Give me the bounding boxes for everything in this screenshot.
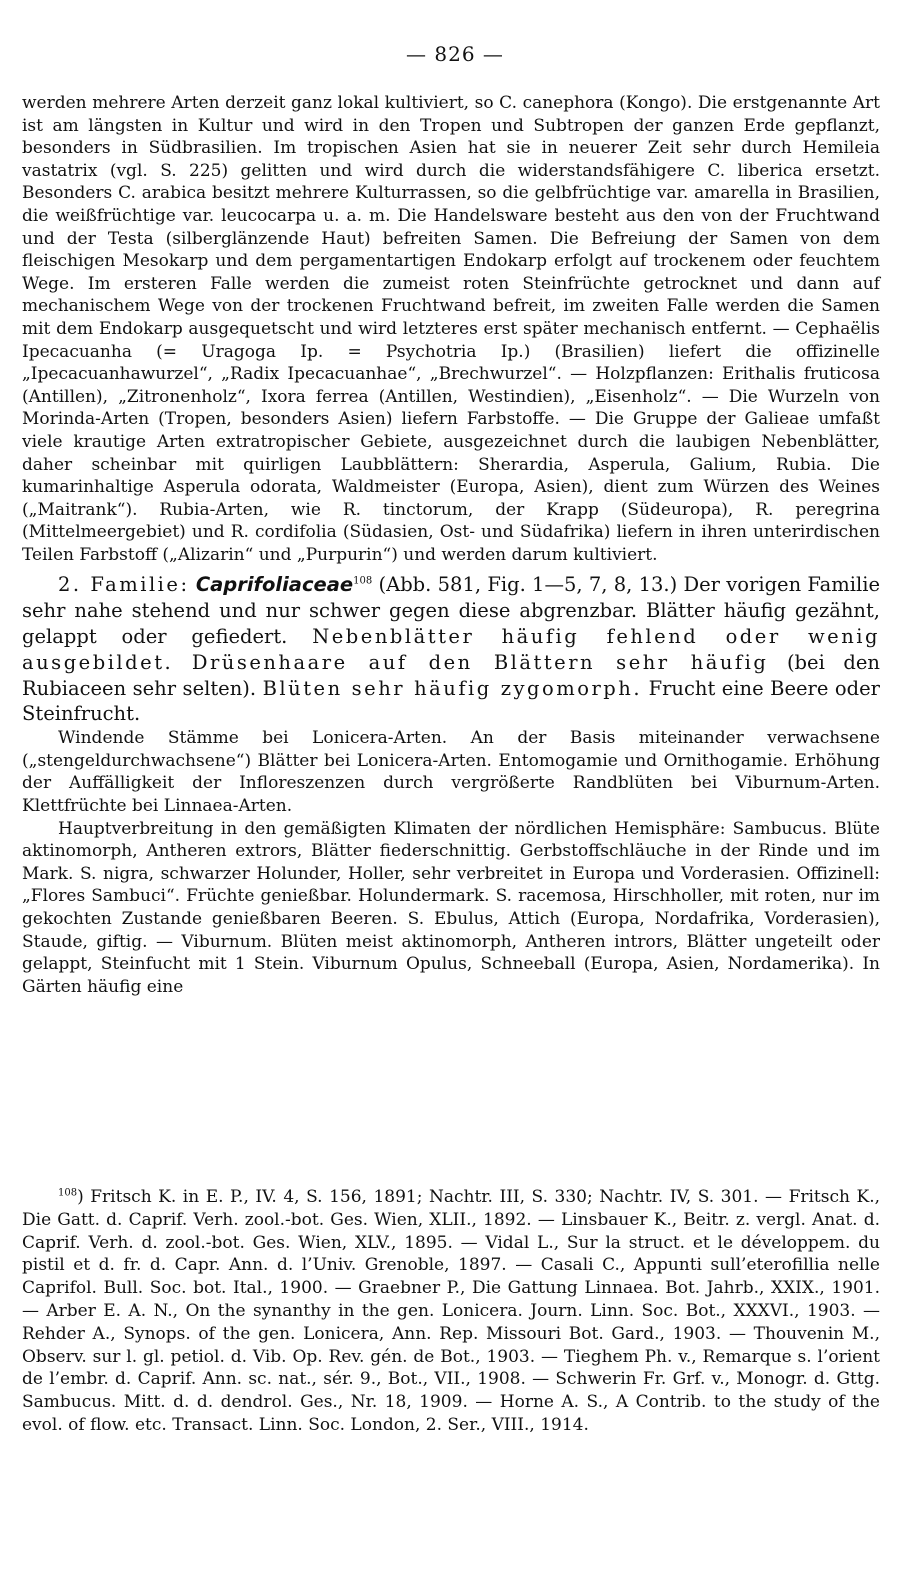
family-description (22, 572, 880, 727)
footnote-text (22, 1186, 880, 1437)
paragraph-coffee-rubiaceae: werden mehrere Arten derzeit ganz lokal kultiviert, so C. canephora (Kongo). Die erstgenannte Art ist am längsten in Kultur und wird in den Tropen und Subtropen der ganzen Erde gepflanzt, besonders in Südbrasilien. Im tropischen Asien hat sie in neuerer Zeit sehr durch Hemileia vastatrix (vgl. S. 225) gelitten und wird durch die widerstandsfähigere C. liberica ersetzt. Besonders C. arabica besitzt mehrere Kulturrassen, so die gelbfrüchtige var. amarella in Brasilien, die weißfrüchtige var. leucocarpa u. a. m. Die Handelsware besteht aus den von der Fruchtwand und der Testa (silberglänzende Haut) befreiten Samen. Die Befreiung der Samen von dem fleischigen Mesokarp und dem pergamentartigen Endokarp erfolgt auf trockenem oder feuchtem Wege. Im ersteren Falle werden die zumeist roten Steinfrüchte getrocknet und dann auf mechanischem Wege von der trockenen Fruchtwand befreit, im zweiten Falle werden die Samen mit dem Endokarp ausgequetscht und wird letzteres erst später mechanisch entfernt. — Cephaëlis Ipecacuanha (= Uragoga Ip. = Psychotria Ip.) (Brasilien) liefert die offizinelle „Ipecacuanhawurzel“, „Radix Ipecacuanhae“, „Brechwurzel“. — Holzpflanzen: Erithalis fruticosa (Antillen), „Zitronenholz“, Ixora ferrea (Antillen, Westindien), „Eisenholz“. — Die Wurzeln von Morinda-Arten (Tropen, besonders Asien) liefern Farbstoffe. — Die Gruppe der Galieae umfaßt viele krautige Arten extratropischer Gebiete, ausgezeichnet durch die laubigen Nebenblätter, daher scheinbar mit quirligen Laubblättern: Sherardia, Asperula, Galium, Rubia. Die kumarinhaltige Asperula odorata, Waldmeister (Europa, Asien), dient zum Würzen des Weines („Maitrank“). Rubia-Arten, wie R. tinctorum, der Krapp (Südeuropa), R. peregrina (Mittelmeergebiet) und R. cordifolia (Südasien, Ost- und Südafrika) liefern in ihren unterirdischen Teilen Farbstoff („Alizarin“ und „Purpurin“) und werden darum kultiviert. (22, 93, 880, 565)
family-text-a: (Abb. 581, Fig. 1—5, 7, 8, 13.) Der vorigen Familie sehr nahe stehend und nur schwer gegen diese abgrenzbar. Blätter häufig gezähnt, gelappt oder gefiedert. (22, 573, 881, 649)
family-text-stipules: Nebenblätter häufig fehlend oder wenig ausgebildet. (22, 625, 880, 674)
family-text-glands: Drüsenhaare auf den Blättern sehr häufig (191, 650, 769, 674)
footnote-108 (22, 1186, 880, 1437)
family-name: Caprifoliaceae (195, 573, 354, 597)
page-number: — 826 — (406, 42, 504, 66)
family-number-label: 2. Familie: (58, 573, 190, 597)
footnote-body: ) Fritsch K. in E. P., IV. 4, S. 156, 1891; Nachtr. III, S. 330; Nachtr. IV, S. 301. — Fritsch K., Die Gatt. d. Caprif. Verh. zool.-bot. Ges. Wien, XLII., 1892. — Linsbauer K., Beitr. z. vergl. Anat. d. Caprif. Verh. d. zool.-bot. Ges. Wien, XLV., 1895. — Vidal L., Sur la struct. et le développem. du pistil et d. fr. d. Capr. Ann. d. l’Univ. Grenoble, 1897. — Casali C., Appunti sull’eterofillia nelle Caprifol. Bull. Soc. bot. Ital., 1900. — Graebner P., Die Gattung Linnaea. Bot. Jahrb., XXIX., 1901. — Arber E. A. N., On the synanthy in the gen. Lonicera. Journ. Linn. Soc. Bot., XXXVI., 1903. — Rehder A., Synops. of the gen. Lonicera, Ann. Rep. Missouri Bot. Gard., 1903. — Thouvenin M., Observ. sur l. gl. petiol. d. Vib. Op. Rev. gén. de Bot., 1903. — Tieghem Ph. v., Remarque s. l’orient de l’embr. d. Caprif. Ann. sc. nat., sér. 9., Bot., VII., 1908. — Schwerin Fr. Grf. v., Monogr. d. Gttg. Sambucus. Mitt. d. d. dendrol. Ges., Nr. 18, 1909. — Horne A. S., A Contrib. to the study of the evol. of flow. etc. Transact. Linn. Soc. London, 2. Ser., VIII., 1914. (22, 1187, 880, 1435)
paragraph-distribution: Hauptverbreitung in den gemäßigten Klimaten der nördlichen Hemisphäre: Sambucus. Blüte aktinomorph, Antheren extrors, Blätter fiederschnittig. Gerbstoffschläuche in der Rinde und im Mark. S. nigra, schwarzer Holunder, Holler, sehr verbreitet in Europa und Vorderasien. Offizinell: „Flores Sambuci“. Früchte genießbar. Holundermark. S. racemosa, Hirschholler, mit roten, nur im gekochten Zustande genießbaren Beeren. S. Ebulus, Attich (Europa, Nordafrika, Vorderasien), Staude, giftig. — Viburnum. Blüten meist aktinomorph, Antheren intrors, Blätter ungeteilt oder gelappt, Steinfucht mit 1 Stein. Viburnum Opulus, Schneeball (Europa, Asien, Nordamerika). In Gärten häufig eine (22, 818, 880, 997)
family-text-b: (bei den Rubiaceen sehr selten). (22, 650, 880, 700)
footnote-marker: 108 (58, 1187, 78, 1199)
family-text-flowers: Blüten sehr häufig zygomorph. (262, 676, 643, 700)
family-caprifoliaceae-section (22, 572, 880, 727)
main-text (22, 92, 880, 998)
footnote-reference: 108 (353, 575, 373, 587)
paragraph-morphology: Windende Stämme bei Lonicera-Arten. An der Basis miteinander verwachsene („stengeldurchwachsene“) Blätter bei Lonicera-Arten. Entomogamie und Ornithogamie. Erhöhung der Auffälligkeit der Infloreszenzen durch vergrößerte Randblüten bei Viburnum-Arten. Klettfrüchte bei Linnaea-Arten. (22, 728, 880, 817)
family-text-c: Frucht eine Beere oder Steinfrucht. (22, 676, 881, 726)
